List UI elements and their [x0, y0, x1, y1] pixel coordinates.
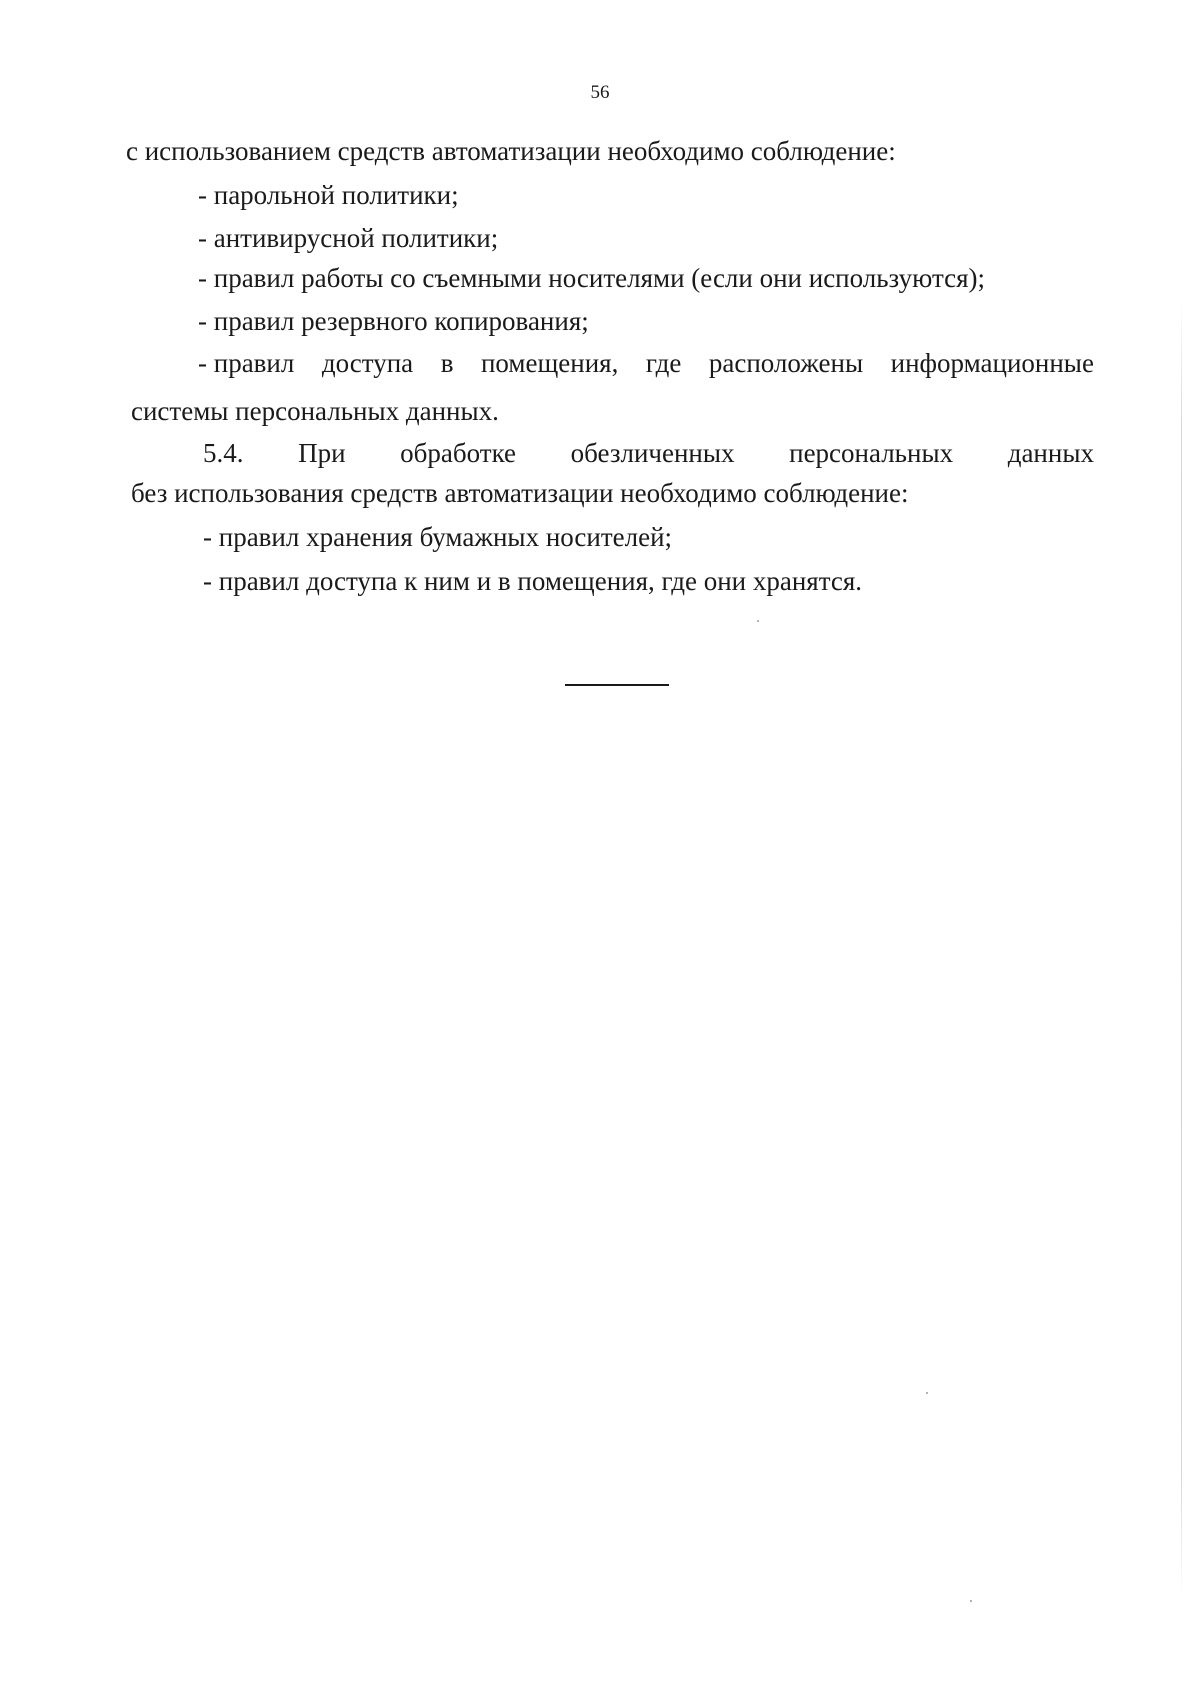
- text-line-continuation: системы персональных данных.: [131, 396, 499, 426]
- scan-speck: [926, 1392, 928, 1394]
- list-item-password-policy: - парольной политики;: [198, 180, 459, 210]
- list-item-paper-storage-rules: - правил хранения бумажных носителей;: [203, 522, 673, 552]
- word: информационные: [890, 348, 1094, 378]
- word: в: [440, 348, 454, 378]
- word: помещения,: [480, 348, 619, 378]
- text-line-intro: с использованием средств автоматизации необходимо соблюдение:: [126, 136, 896, 166]
- list-item-premises-access-rules: [198, 350, 1094, 377]
- word: персональных: [789, 438, 954, 468]
- paragraph-5-4: [203, 440, 1094, 467]
- word: доступа: [321, 348, 414, 378]
- word: данных: [1007, 438, 1094, 468]
- section-number: 5.4.: [203, 438, 244, 468]
- scan-speck: [757, 620, 759, 622]
- word: где: [645, 348, 682, 378]
- text-line-continuation: без использования средств автоматизации необходимо соблюдение:: [131, 478, 909, 508]
- word: расположены: [708, 348, 864, 378]
- scan-edge-shadow: [1181, 300, 1182, 1600]
- list-item-backup-rules: - правил резервного копирования;: [198, 306, 589, 336]
- page-number: 56: [590, 82, 610, 103]
- word: - правил: [198, 348, 295, 378]
- word: При: [298, 438, 346, 468]
- end-of-document-rule: [565, 684, 669, 686]
- word: обезличенных: [570, 438, 735, 468]
- list-item-antivirus-policy: - антивирусной политики;: [198, 223, 499, 253]
- list-item-storage-access-rules: - правил доступа к ним и в помещения, где они хранятся.: [203, 566, 862, 596]
- word: обработке: [400, 438, 517, 468]
- list-item-removable-media-rules: - правил работы со съемными носителями (если они используются);: [198, 263, 985, 293]
- scan-speck: [970, 1600, 972, 1602]
